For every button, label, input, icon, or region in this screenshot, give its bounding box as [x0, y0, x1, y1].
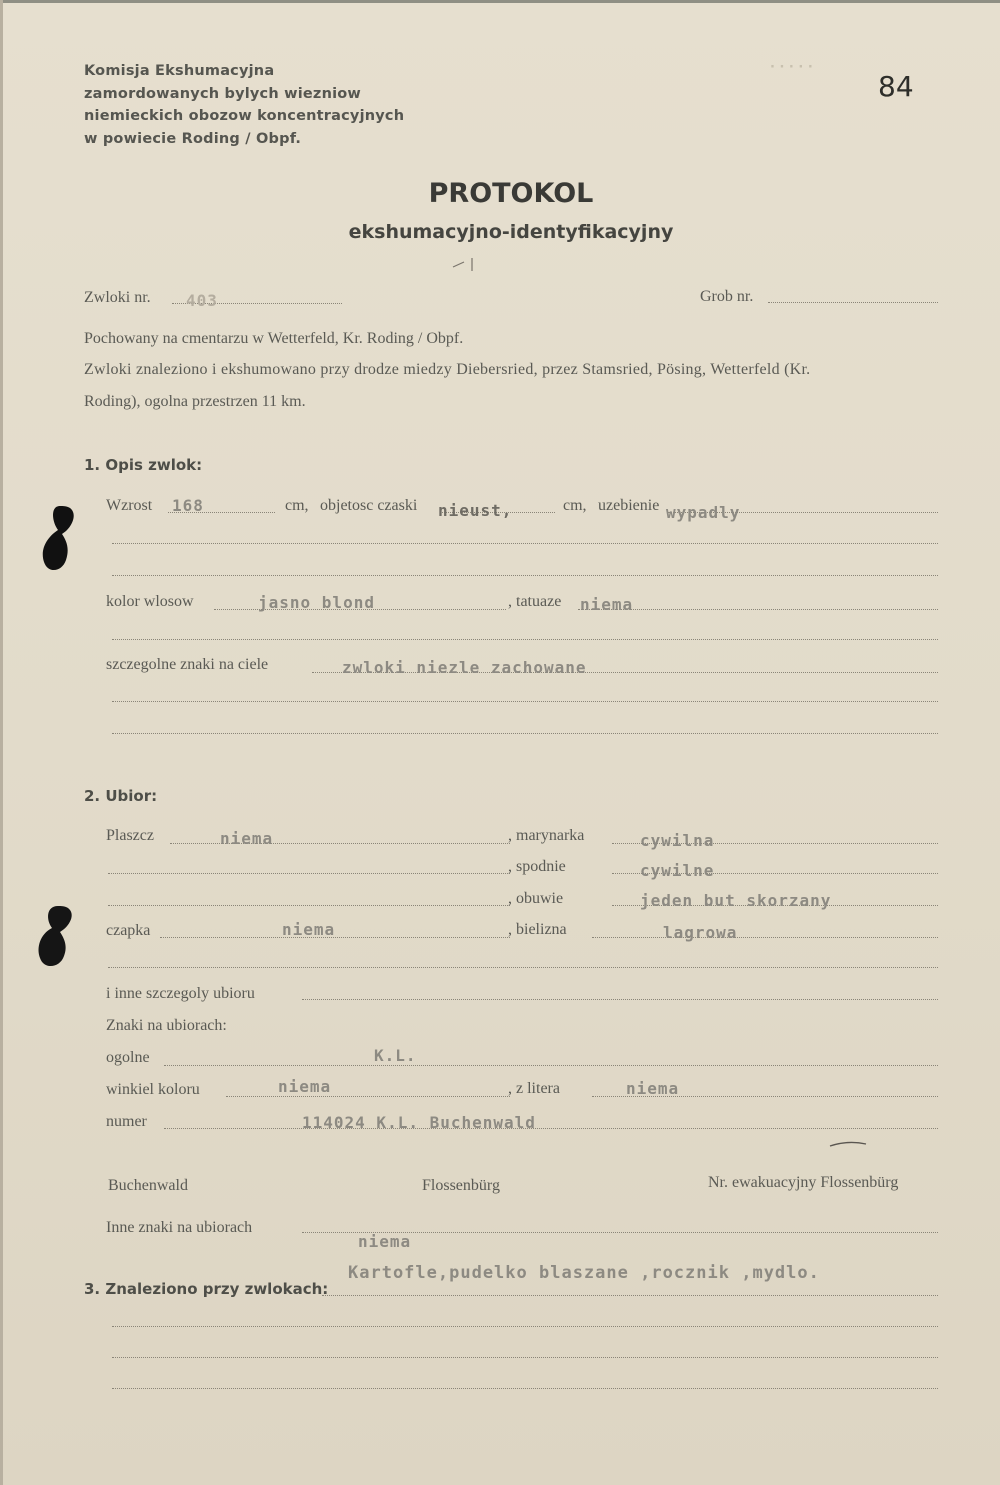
- height-unit: cm,: [285, 497, 309, 514]
- number-label: numer: [106, 1113, 147, 1130]
- hair-color-label: kolor wlosow: [106, 593, 194, 610]
- underwear-label: , bielizna: [508, 921, 567, 938]
- general-marks-value: K.L.: [374, 1046, 417, 1065]
- shoes-label: , obuwie: [508, 890, 564, 907]
- document-subtitle: ekshumacyjno-identyfikacyjny: [348, 221, 674, 243]
- found-items-line: [322, 1295, 938, 1296]
- found-items-value: Kartofle,pudelko blaszane ,rocznik ,mydlo.: [348, 1263, 820, 1283]
- header-line-3: niemieckich obozow koncentracyjnych: [84, 108, 405, 124]
- blank-line: [112, 575, 938, 576]
- camp-buchenwald-label: Buchenwald: [108, 1177, 188, 1194]
- document-title: PROTOKOL: [428, 178, 594, 209]
- grave-number-line: [768, 302, 938, 303]
- height-label: Wzrost: [106, 497, 153, 514]
- header-line-2: zamordowanych bylych wiezniow: [84, 85, 362, 102]
- hair-color-value: jasno blond: [258, 593, 375, 612]
- binder-hole-mark-bottom: [32, 902, 80, 972]
- trousers-value: cywilne: [640, 861, 715, 880]
- coat-label: Plaszcz: [106, 827, 154, 844]
- height-value: 168: [172, 496, 204, 515]
- found-location-line-2: Roding), ogolna przestrzen 11 km.: [84, 393, 306, 410]
- skull-volume-label: objetosc czaski: [320, 497, 418, 514]
- section-3-heading: 3. Znaleziono przy zwlokach:: [84, 1280, 329, 1298]
- body-marks-value: zwloki niezle zachowane: [342, 658, 587, 677]
- header-line-1: Komisja Ekshumacyjna: [84, 63, 275, 79]
- other-clothing-line: [302, 999, 938, 1000]
- letter-label: , z litera: [508, 1080, 560, 1097]
- coat-value: niema: [220, 829, 274, 848]
- pen-stroke: [828, 1138, 868, 1150]
- shoes-value: jeden but skorzany: [640, 891, 832, 910]
- page-number: 84: [878, 70, 914, 103]
- underwear-line: [592, 937, 938, 938]
- clothing-marks-label: Znaki na ubiorach:: [106, 1017, 227, 1034]
- underwear-value: lagrowa: [663, 923, 738, 942]
- triangle-color-line: [226, 1096, 510, 1097]
- blank-line: [112, 543, 938, 544]
- teeth-label: uzebienie: [598, 497, 660, 514]
- skull-volume-value: nieust,: [438, 501, 513, 520]
- cap-value: niema: [282, 920, 336, 939]
- blank-line: [112, 639, 938, 640]
- blank-line: [108, 905, 510, 906]
- blank-line: [112, 701, 938, 702]
- other-clothing-marks-value: niema: [358, 1232, 412, 1251]
- body-number-value: 403: [186, 291, 218, 310]
- faint-stamp-mark: · · · · ·: [770, 60, 813, 75]
- jacket-value: cywilna: [640, 831, 715, 850]
- general-marks-line: [164, 1065, 938, 1066]
- camp-flossenburg-label: Flossenbürg: [422, 1177, 500, 1194]
- general-marks-label: ogolne: [106, 1049, 150, 1066]
- triangle-color-value: niema: [278, 1077, 332, 1096]
- tattoo-label: , tatuaze: [508, 593, 562, 610]
- trousers-label: , spodnie: [508, 858, 566, 875]
- section-1-heading: 1. Opis zwlok:: [84, 456, 203, 474]
- binder-hole-mark-top: [36, 500, 84, 578]
- body-marks-label: szczegolne znaki na ciele: [106, 656, 269, 673]
- evacuation-number-label: Nr. ewakuacyjny Flossenbürg: [708, 1174, 899, 1191]
- grave-number-label: Grob nr.: [700, 288, 754, 305]
- blank-line: [108, 873, 510, 874]
- pen-tick: [450, 255, 480, 273]
- header-line-4: w powiecie Roding / Obpf.: [84, 130, 302, 147]
- found-location-line-1: Zwloki znaleziono i ekshumowano przy drodze miedzy Diebersried, przez Stamsried, Pösing, Wetterfeld (Kr.: [84, 361, 811, 378]
- prisoner-number-value: 114024 K.L. Buchenwald: [302, 1113, 536, 1132]
- jacket-label: , marynarka: [508, 827, 585, 844]
- teeth-value: wypadly: [666, 503, 741, 522]
- other-clothing-marks-label: Inne znaki na ubiorach: [106, 1219, 253, 1236]
- number-line: [164, 1128, 938, 1129]
- commission-header: [84, 60, 404, 150]
- letter-value: niema: [626, 1079, 680, 1098]
- blank-line: [112, 1388, 938, 1389]
- blank-line: [108, 967, 938, 968]
- body-number-label: Zwloki nr.: [84, 289, 151, 306]
- other-clothing-label: i inne szczegoly ubioru: [106, 985, 255, 1002]
- cap-label: czapka: [106, 922, 151, 939]
- section-2-heading: 2. Ubior:: [84, 787, 158, 805]
- tattoo-value: niema: [580, 595, 634, 614]
- triangle-color-label: winkiel koloru: [106, 1081, 200, 1098]
- blank-line: [112, 733, 938, 734]
- skull-unit: cm,: [563, 497, 587, 514]
- blank-line: [112, 1357, 938, 1358]
- burial-place-text: Pochowany na cmentarzu w Wetterfeld, Kr. Roding / Obpf.: [84, 330, 464, 347]
- blank-line: [112, 1326, 938, 1327]
